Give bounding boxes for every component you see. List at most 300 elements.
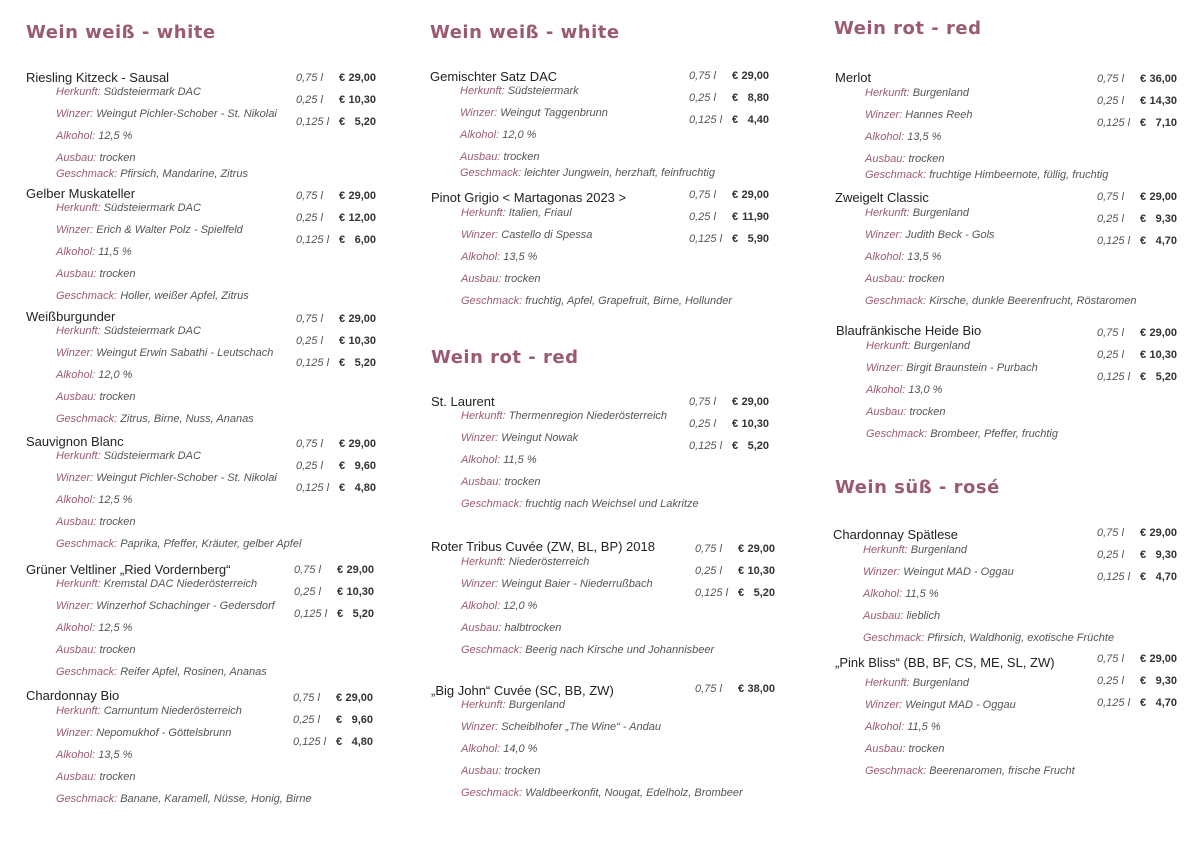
detail-label: Winzer: [56,600,94,612]
wine-detail [461,644,714,656]
price-row [1097,697,1187,713]
price-row [294,608,384,624]
detail-label: Herkunft: [56,202,101,214]
detail-value: Weingut Pichler-Schober - St. Nikolai [96,108,277,120]
wine-name: Weißburgunder [26,309,116,324]
detail-value: 12,0 % [503,600,538,612]
detail-label: Winzer: [461,229,499,241]
currency-symbol: € [1140,371,1147,383]
wine-detail [56,152,136,164]
price-volume: 0,125 l [296,357,330,369]
wine-detail [56,538,301,550]
wine-detail [863,588,939,600]
detail-label: Ausbau: [56,152,97,164]
price-amount: 38,00 [747,683,775,695]
price-row [689,440,779,456]
price-amount: 9,60 [351,714,373,726]
detail-value: 14,0 % [503,743,538,755]
currency-symbol: € [738,683,745,695]
wine-detail [56,224,243,236]
detail-value: trocken [99,391,136,403]
detail-label: Winzer: [56,224,94,236]
detail-value: 11,5 % [905,588,939,600]
wine-detail [865,229,995,241]
wine-detail [56,108,277,120]
wine-detail [866,384,942,396]
detail-label: Geschmack: [56,666,118,678]
price-row [296,438,386,454]
price-volume: 0,25 l [1097,549,1124,561]
detail-value: Burgenland [508,699,565,711]
detail-label: Herkunft: [461,410,506,422]
wine-name: Gemischter Satz DAC [430,69,558,84]
detail-value: Weingut Taggenbrunn [500,107,608,119]
price-volume: 0,125 l [1097,235,1131,247]
price-volume: 0,75 l [689,396,716,408]
price-volume: 0,75 l [1097,73,1124,85]
wine-detail [461,622,561,634]
detail-label: Geschmack: [56,290,118,302]
price-volume: 0,25 l [293,714,320,726]
detail-label: Geschmack: [865,295,927,307]
price-amount: 29,00 [741,396,769,408]
wine-detail [865,131,941,143]
price-amount: 10,30 [348,335,376,347]
price-volume: 0,125 l [695,587,729,599]
detail-value: Judith Beck - Gols [905,229,995,241]
currency-symbol: € [339,460,346,472]
currency-symbol: € [732,70,739,82]
price-amount: 9,30 [1155,675,1177,687]
price-amount: 12,00 [348,212,376,224]
detail-label: Alkohol: [865,251,905,263]
price-amount: 4,70 [1155,697,1177,709]
price-volume: 0,75 l [689,70,716,82]
detail-value: Nepomukhof - Göttelsbrunn [96,727,232,739]
detail-label: Alkohol: [461,600,501,612]
detail-value: Holler, weißer Apfel, Zitrus [120,290,249,302]
detail-value: trocken [99,516,136,528]
wine-detail [461,578,653,590]
detail-label: Herkunft: [866,340,911,352]
wine-name: Grüner Veltliner „Ried Vordernberg“ [26,562,231,577]
detail-label: Herkunft: [461,699,506,711]
price-row [1097,327,1187,343]
detail-label: Geschmack: [56,793,118,805]
detail-label: Ausbau: [865,273,906,285]
price-volume: 0,75 l [293,692,320,704]
wine-name: „Big John“ Cuvée (SC, BB, ZW) [431,683,614,698]
price-amount: 5,20 [1155,371,1177,383]
detail-value: Weingut Baier - Niederrußbach [501,578,653,590]
price-amount: 29,00 [1149,191,1177,203]
wine-detail [461,721,661,733]
detail-value: leichter Jungwein, herzhaft, feinfruchtig [524,167,715,179]
price-row [294,564,384,580]
wine-name: Sauvignon Blanc [26,434,124,449]
wine-detail [56,666,267,678]
price-row [695,683,785,699]
currency-symbol: € [1140,675,1147,687]
price-amount: 4,70 [1155,235,1177,247]
wine-detail [56,705,242,717]
price-row [296,460,386,476]
detail-value: 12,5 % [98,130,133,142]
section-title: Wein rot - red [834,18,982,39]
price-volume: 0,25 l [296,94,323,106]
price-row [293,736,383,752]
currency-symbol: € [1140,549,1147,561]
currency-symbol: € [336,736,343,748]
detail-value: 13,5 % [907,131,942,143]
wine-detail [56,600,275,612]
detail-label: Winzer: [866,362,904,374]
detail-label: Winzer: [461,721,499,733]
price-amount: 29,00 [741,189,769,201]
price-row [1097,571,1187,587]
price-volume: 0,75 l [695,683,722,695]
detail-value: 11,5 % [503,454,537,466]
detail-label: Geschmack: [461,787,523,799]
detail-value: trocken [908,743,945,755]
price-amount: 29,00 [348,190,376,202]
wine-detail [461,699,565,711]
wine-detail [56,793,312,805]
detail-value: Südsteiermark DAC [103,86,201,98]
wine-detail [865,207,969,219]
price-row [296,190,386,206]
price-amount: 9,30 [1155,549,1177,561]
detail-value: halbtrocken [504,622,562,634]
currency-symbol: € [1140,235,1147,247]
detail-label: Ausbau: [460,151,501,163]
price-amount: 5,20 [354,357,376,369]
detail-value: Kremstal DAC Niederösterreich [103,578,258,590]
wine-detail [56,130,132,142]
wine-detail [460,167,715,179]
detail-label: Geschmack: [56,538,118,550]
detail-label: Herkunft: [461,556,506,568]
wine-detail [865,721,941,733]
section-title: Wein süß - rosé [835,477,1000,498]
wine-detail [56,391,136,403]
currency-symbol: € [336,714,343,726]
detail-value: fruchtig nach Weichsel und Lakritze [525,498,699,510]
wine-detail [56,516,136,528]
price-row [1097,117,1187,133]
detail-value: trocken [908,273,945,285]
price-row [689,211,779,227]
price-volume: 0,125 l [296,116,330,128]
detail-value: trocken [504,765,541,777]
detail-label: Ausbau: [866,406,907,418]
wine-detail [56,369,132,381]
detail-label: Winzer: [56,472,94,484]
detail-value: Burgenland [912,207,969,219]
detail-value: 12,5 % [98,494,133,506]
wine-detail [56,413,254,425]
price-amount: 10,30 [747,565,775,577]
detail-value: Erich & Walter Polz - Spielfeld [96,224,243,236]
currency-symbol: € [732,233,739,245]
price-row [293,692,383,708]
currency-symbol: € [339,357,346,369]
wine-detail [461,600,537,612]
detail-label: Geschmack: [461,295,523,307]
detail-value: Weingut MAD - Oggau [905,699,1016,711]
detail-value: trocken [99,152,136,164]
price-amount: 6,00 [354,234,376,246]
wine-detail [461,251,537,263]
price-amount: 5,20 [753,587,775,599]
detail-value: 12,5 % [98,622,133,634]
wine-name: „Pink Bliss“ (BB, BF, CS, ME, SL, ZW) [835,655,1055,670]
wine-detail [865,251,941,263]
currency-symbol: € [339,482,346,494]
detail-value: Beerenaromen, frische Frucht [929,765,1075,777]
price-amount: 29,00 [348,72,376,84]
detail-value: 12,0 % [98,369,133,381]
wine-detail [56,622,132,634]
wine-detail [866,406,946,418]
detail-label: Herkunft: [461,207,506,219]
wine-detail [461,295,732,307]
detail-value: Südsteiermark DAC [103,325,201,337]
price-volume: 0,75 l [296,190,323,202]
detail-label: Alkohol: [56,246,96,258]
detail-label: Ausbau: [56,516,97,528]
wine-detail [461,476,541,488]
currency-symbol: € [1140,527,1147,539]
detail-label: Alkohol: [865,131,905,143]
currency-symbol: € [1140,697,1147,709]
price-amount: 7,10 [1155,117,1177,129]
detail-label: Winzer: [460,107,498,119]
price-amount: 29,00 [346,564,374,576]
detail-value: lieblich [906,610,941,622]
detail-value: Burgenland [913,340,970,352]
price-volume: 0,25 l [1097,675,1124,687]
price-volume: 0,125 l [296,482,330,494]
detail-label: Alkohol: [56,130,96,142]
detail-label: Herkunft: [460,85,505,97]
wine-detail [865,273,945,285]
price-volume: 0,25 l [695,565,722,577]
wine-detail [56,290,249,302]
price-row [695,565,785,581]
detail-value: trocken [908,153,945,165]
detail-label: Ausbau: [461,622,502,634]
detail-value: Weingut Pichler-Schober - St. Nikolai [96,472,277,484]
detail-label: Geschmack: [865,765,927,777]
wine-detail [461,273,541,285]
detail-label: Geschmack: [56,168,118,180]
currency-symbol: € [339,72,346,84]
price-amount: 29,00 [1149,327,1177,339]
wine-detail [461,787,743,799]
detail-label: Ausbau: [56,644,97,656]
price-row [1097,191,1187,207]
price-volume: 0,75 l [695,543,722,555]
currency-symbol: € [1140,73,1147,85]
detail-label: Geschmack: [866,428,928,440]
detail-label: Geschmack: [461,644,523,656]
wine-detail [460,151,540,163]
wine-detail [460,85,579,97]
price-amount: 29,00 [747,543,775,555]
detail-value: Burgenland [912,87,969,99]
wine-name: Riesling Kitzeck - Sausal [26,70,170,85]
detail-value: Beerig nach Kirsche und Johannisbeer [525,644,715,656]
detail-value: 13,5 % [907,251,942,263]
currency-symbol: € [732,114,739,126]
price-row [689,114,779,130]
price-row [689,396,779,412]
wine-detail [461,432,578,444]
currency-symbol: € [732,92,739,104]
detail-value: Castello di Spessa [501,229,593,241]
price-volume: 0,75 l [1097,527,1124,539]
currency-symbol: € [738,565,745,577]
detail-value: Birgit Braunstein - Purbach [906,362,1038,374]
detail-label: Alkohol: [865,721,905,733]
section-title: Wein weiß - white [26,22,216,43]
price-amount: 4,40 [747,114,769,126]
detail-label: Ausbau: [56,391,97,403]
wine-detail [56,472,277,484]
detail-label: Herkunft: [56,325,101,337]
price-volume: 0,125 l [1097,697,1131,709]
price-amount: 5,20 [352,608,374,620]
price-row [296,313,386,329]
detail-value: Reifer Apfel, Rosinen, Ananas [120,666,267,678]
price-row [1097,349,1187,365]
section-title: Wein rot - red [431,347,579,368]
wine-detail [863,610,940,622]
price-amount: 29,00 [345,692,373,704]
wine-detail [863,566,1014,578]
currency-symbol: € [1140,349,1147,361]
price-volume: 0,75 l [1097,653,1124,665]
detail-label: Alkohol: [56,494,96,506]
detail-label: Ausbau: [865,743,906,755]
currency-symbol: € [738,543,745,555]
wine-name: Blaufränkische Heide Bio [836,323,982,338]
price-volume: 0,25 l [296,335,323,347]
price-volume: 0,125 l [1097,371,1131,383]
detail-value: Hannes Reeh [905,109,973,121]
detail-value: Burgenland [912,677,969,689]
wine-detail [461,498,699,510]
wine-detail [56,168,248,180]
price-row [1097,527,1187,543]
price-volume: 0,75 l [1097,191,1124,203]
wine-detail [460,107,608,119]
wine-detail [56,246,132,258]
price-row [296,234,386,250]
price-volume: 0,25 l [689,92,716,104]
price-amount: 5,90 [747,233,769,245]
currency-symbol: € [1140,571,1147,583]
wine-name: St. Laurent [431,394,495,409]
price-volume: 0,125 l [1097,117,1131,129]
detail-value: Südsteiermark [507,85,579,97]
detail-value: Südsteiermark DAC [103,202,201,214]
price-volume: 0,125 l [296,234,330,246]
price-amount: 5,20 [354,116,376,128]
wine-detail [461,765,541,777]
wine-detail [56,578,257,590]
currency-symbol: € [339,116,346,128]
detail-value: Zitrus, Birne, Nuss, Ananas [120,413,254,425]
currency-symbol: € [339,212,346,224]
price-row [695,587,785,603]
price-row [1097,235,1187,251]
price-volume: 0,75 l [689,189,716,201]
detail-label: Winzer: [461,578,499,590]
detail-label: Geschmack: [56,413,118,425]
wine-detail [56,86,201,98]
wine-detail [56,202,201,214]
wine-detail [56,727,231,739]
wine-detail [56,347,273,359]
currency-symbol: € [339,335,346,347]
price-volume: 0,25 l [1097,349,1124,361]
price-row [1097,549,1187,565]
wine-detail [56,644,136,656]
currency-symbol: € [732,440,739,452]
price-volume: 0,75 l [294,564,321,576]
detail-label: Herkunft: [863,544,908,556]
detail-label: Ausbau: [461,765,502,777]
wine-name: Chardonnay Spätlese [833,527,959,542]
detail-label: Alkohol: [461,743,501,755]
price-amount: 10,30 [348,94,376,106]
wine-detail [461,743,537,755]
price-row [294,586,384,602]
detail-label: Herkunft: [865,87,910,99]
price-amount: 14,30 [1149,95,1177,107]
currency-symbol: € [1140,213,1147,225]
price-row [296,482,386,498]
currency-symbol: € [732,418,739,430]
wine-detail [56,494,132,506]
price-amount: 9,30 [1155,213,1177,225]
price-volume: 0,25 l [296,212,323,224]
price-amount: 4,80 [354,482,376,494]
detail-label: Herkunft: [56,86,101,98]
price-volume: 0,75 l [296,438,323,450]
price-amount: 29,00 [741,70,769,82]
wine-detail [865,699,1016,711]
price-volume: 0,25 l [689,211,716,223]
detail-value: fruchtige Himbeernote, füllig, fruchtig [929,169,1109,181]
price-row [1097,73,1187,89]
currency-symbol: € [1140,191,1147,203]
detail-value: trocken [504,273,541,285]
price-row [1097,213,1187,229]
detail-value: trocken [99,268,136,280]
currency-symbol: € [732,211,739,223]
wine-name: Gelber Muskateller [26,186,136,201]
currency-symbol: € [339,94,346,106]
detail-value: 13,0 % [908,384,943,396]
wine-detail [866,428,1058,440]
detail-label: Alkohol: [866,384,906,396]
price-row [689,233,779,249]
detail-value: 12,0 % [502,129,537,141]
price-volume: 0,25 l [294,586,321,598]
